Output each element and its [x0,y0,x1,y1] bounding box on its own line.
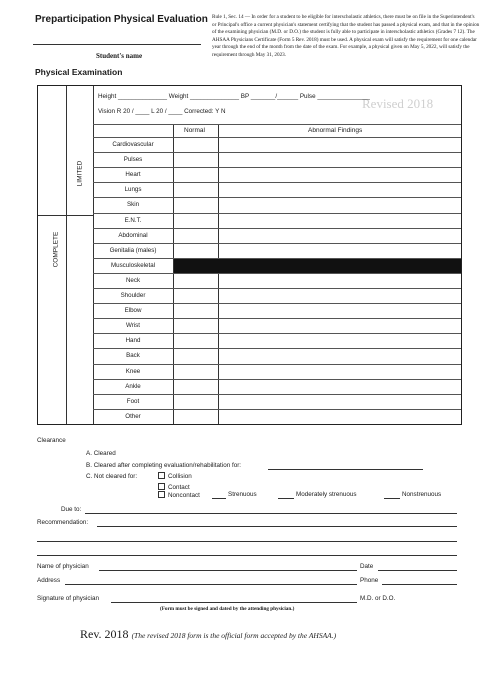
exam-row-label: Other [125,412,141,420]
abnormal-findings-cell[interactable] [219,348,461,363]
checkbox-icon [158,491,165,498]
exam-row-label: Shoulder [120,292,146,299]
exam-row-label: Musculoskeletal [110,261,156,269]
normal-cell[interactable] [174,137,218,152]
abnormal-findings-cell[interactable] [219,394,461,409]
exam-row-label: Back [126,352,140,360]
normal-cell[interactable] [174,348,218,363]
nonstrenuous-label[interactable]: Nonstrenuous [402,491,442,498]
collision-label: Collision [168,473,192,480]
vision-line: Vision R 20 / ____ L 20 / ____ Corrected: Y N [98,108,226,115]
date-label: Date [360,563,374,570]
strenuous-label[interactable]: Strenuous [228,491,257,498]
abnormal-findings-cell[interactable] [219,288,461,303]
normal-column-header: Normal [184,127,205,134]
physician-signature-label: Signature of physician [37,595,99,602]
normal-cell[interactable] [174,409,218,424]
form-title: Preparticipation Physical Evaluation [35,14,208,25]
exam-row-label: Ankle [125,382,141,390]
recommendation-label: Recommendation: [37,519,89,526]
exam-row-label: Hand [125,337,141,345]
exam-row-label: Cardiovascular [112,141,154,148]
exam-row-label: Elbow [124,307,142,315]
contact-label: Contact [168,484,190,491]
exam-row-label: Skin [126,201,140,209]
exam-row-label: Neck [125,276,141,284]
abnormal-findings-cell[interactable] [219,318,461,333]
exam-row-label: Heart [125,171,141,179]
exam-row-label: Wrist [126,322,140,330]
abnormal-findings-cell[interactable] [219,152,461,167]
student-name-label: Student's name [96,52,143,60]
abnormal-findings-cell[interactable] [219,182,461,197]
normal-cell[interactable] [174,364,218,379]
due-to-label: Due to: [61,506,82,513]
vitals-line: Height ______________ Weight ______________ BP _______/______ Pulse _______________ [98,93,370,100]
noncontact-label: Noncontact [168,492,200,499]
exam-table [37,85,462,425]
cleared-after-rehab-option[interactable]: B. Cleared after completing evaluation/rehabilitation for: [86,462,242,469]
pulse-label: Pulse [299,93,316,100]
normal-cell[interactable] [174,152,218,167]
eligibility-rule-text: Rule 1, Sec. 14 — In order for a student to be eligible for interscholastic athletics, there must be on file in the Superintendent's or Principal's office a current physician's statement certifying that the student has passed a physical exam, and that in the opinion of the examining physician (M.D. or D.O.) the student is fully able to participate in interscholastic athletics (Grades 7 12). The AHSAA Physicians Certificate (Form 5 Rev. 2018) must be used. A physical exam will satisfy the requirement for one calendar year through the end of the month from the date of the exam. For example, a physical given on May 5, 2022, will satisfy the requirement through May 31, 2023. [212,14,480,58]
noncontact-checkbox[interactable] [158,491,200,499]
abnormal-findings-cell[interactable] [219,167,461,182]
exam-row-label: E.N.T. [124,216,142,224]
bp-label: BP [240,93,250,100]
abnormal-findings-cell[interactable] [219,273,461,288]
normal-cell[interactable] [174,333,218,348]
abnormal-findings-cell[interactable] [219,197,461,212]
height-label: Height [98,93,117,100]
normal-cell[interactable] [174,243,218,258]
revision-label: Rev. 2018 [80,627,129,641]
exam-row-label: Pulses [123,156,143,164]
address-label: Address [37,577,61,584]
abnormal-findings-cell[interactable] [219,409,461,424]
normal-cell[interactable] [174,197,218,212]
exam-row-label: Abdominal [118,231,148,239]
moderately-strenuous-label[interactable]: Moderately strenuous [296,491,357,498]
physician-name-label: Name of physician [37,563,89,570]
phone-label: Phone [360,577,379,584]
checkbox-icon [158,483,165,490]
normal-cell[interactable] [174,213,218,228]
musculoskeletal-shaded-bar [174,259,461,273]
normal-cell[interactable] [174,394,218,409]
cleared-option[interactable]: A. Cleared [86,450,116,457]
weight-label: Weight [168,93,189,100]
clearance-label: Clearance [37,437,66,444]
revised-watermark: Revised 2018 [362,96,434,111]
abnormal-findings-cell[interactable] [219,213,461,228]
abnormal-findings-cell[interactable] [219,379,461,394]
md-do-label: M.D. or D.O. [360,595,396,602]
normal-cell[interactable] [174,303,218,318]
exam-row-label: Genitalia (males) [109,246,157,254]
collision-checkbox[interactable] [158,472,192,480]
signature-requirement-note: (Form must be signed and dated by the attending physician.) [160,606,295,612]
contact-checkbox[interactable] [158,483,190,491]
student-name-line[interactable] [33,44,201,45]
abnormal-column-header: Abnormal Findings [308,127,363,134]
abnormal-findings-cell[interactable] [219,228,461,243]
revision-footer [80,627,336,642]
exam-row-label: Knee [125,367,141,375]
abnormal-findings-cell[interactable] [219,243,461,258]
abnormal-findings-cell[interactable] [219,137,461,152]
normal-cell[interactable] [174,167,218,182]
abnormal-findings-cell[interactable] [219,333,461,348]
normal-cell[interactable] [174,228,218,243]
exam-row-label: Lungs [124,186,142,194]
not-cleared-option[interactable]: C. Not cleared for: [86,473,138,480]
physical-exam-heading: Physical Examination [35,67,123,77]
normal-cell[interactable] [174,379,218,394]
limited-section-label: LIMITED [76,160,84,187]
normal-cell[interactable] [174,288,218,303]
normal-cell[interactable] [174,318,218,333]
checkbox-icon [158,472,165,479]
abnormal-findings-cell[interactable] [219,364,461,379]
revision-note: (The revised 2018 form is the official form accepted by the AHSAA.) [131,631,337,640]
complete-section-label: COMPLETE [52,231,60,268]
abnormal-findings-cell[interactable] [219,303,461,318]
normal-cell[interactable] [174,182,218,197]
bp-slash: / [275,93,278,100]
exam-row-label: Foot [126,397,140,405]
normal-cell[interactable] [174,273,218,288]
